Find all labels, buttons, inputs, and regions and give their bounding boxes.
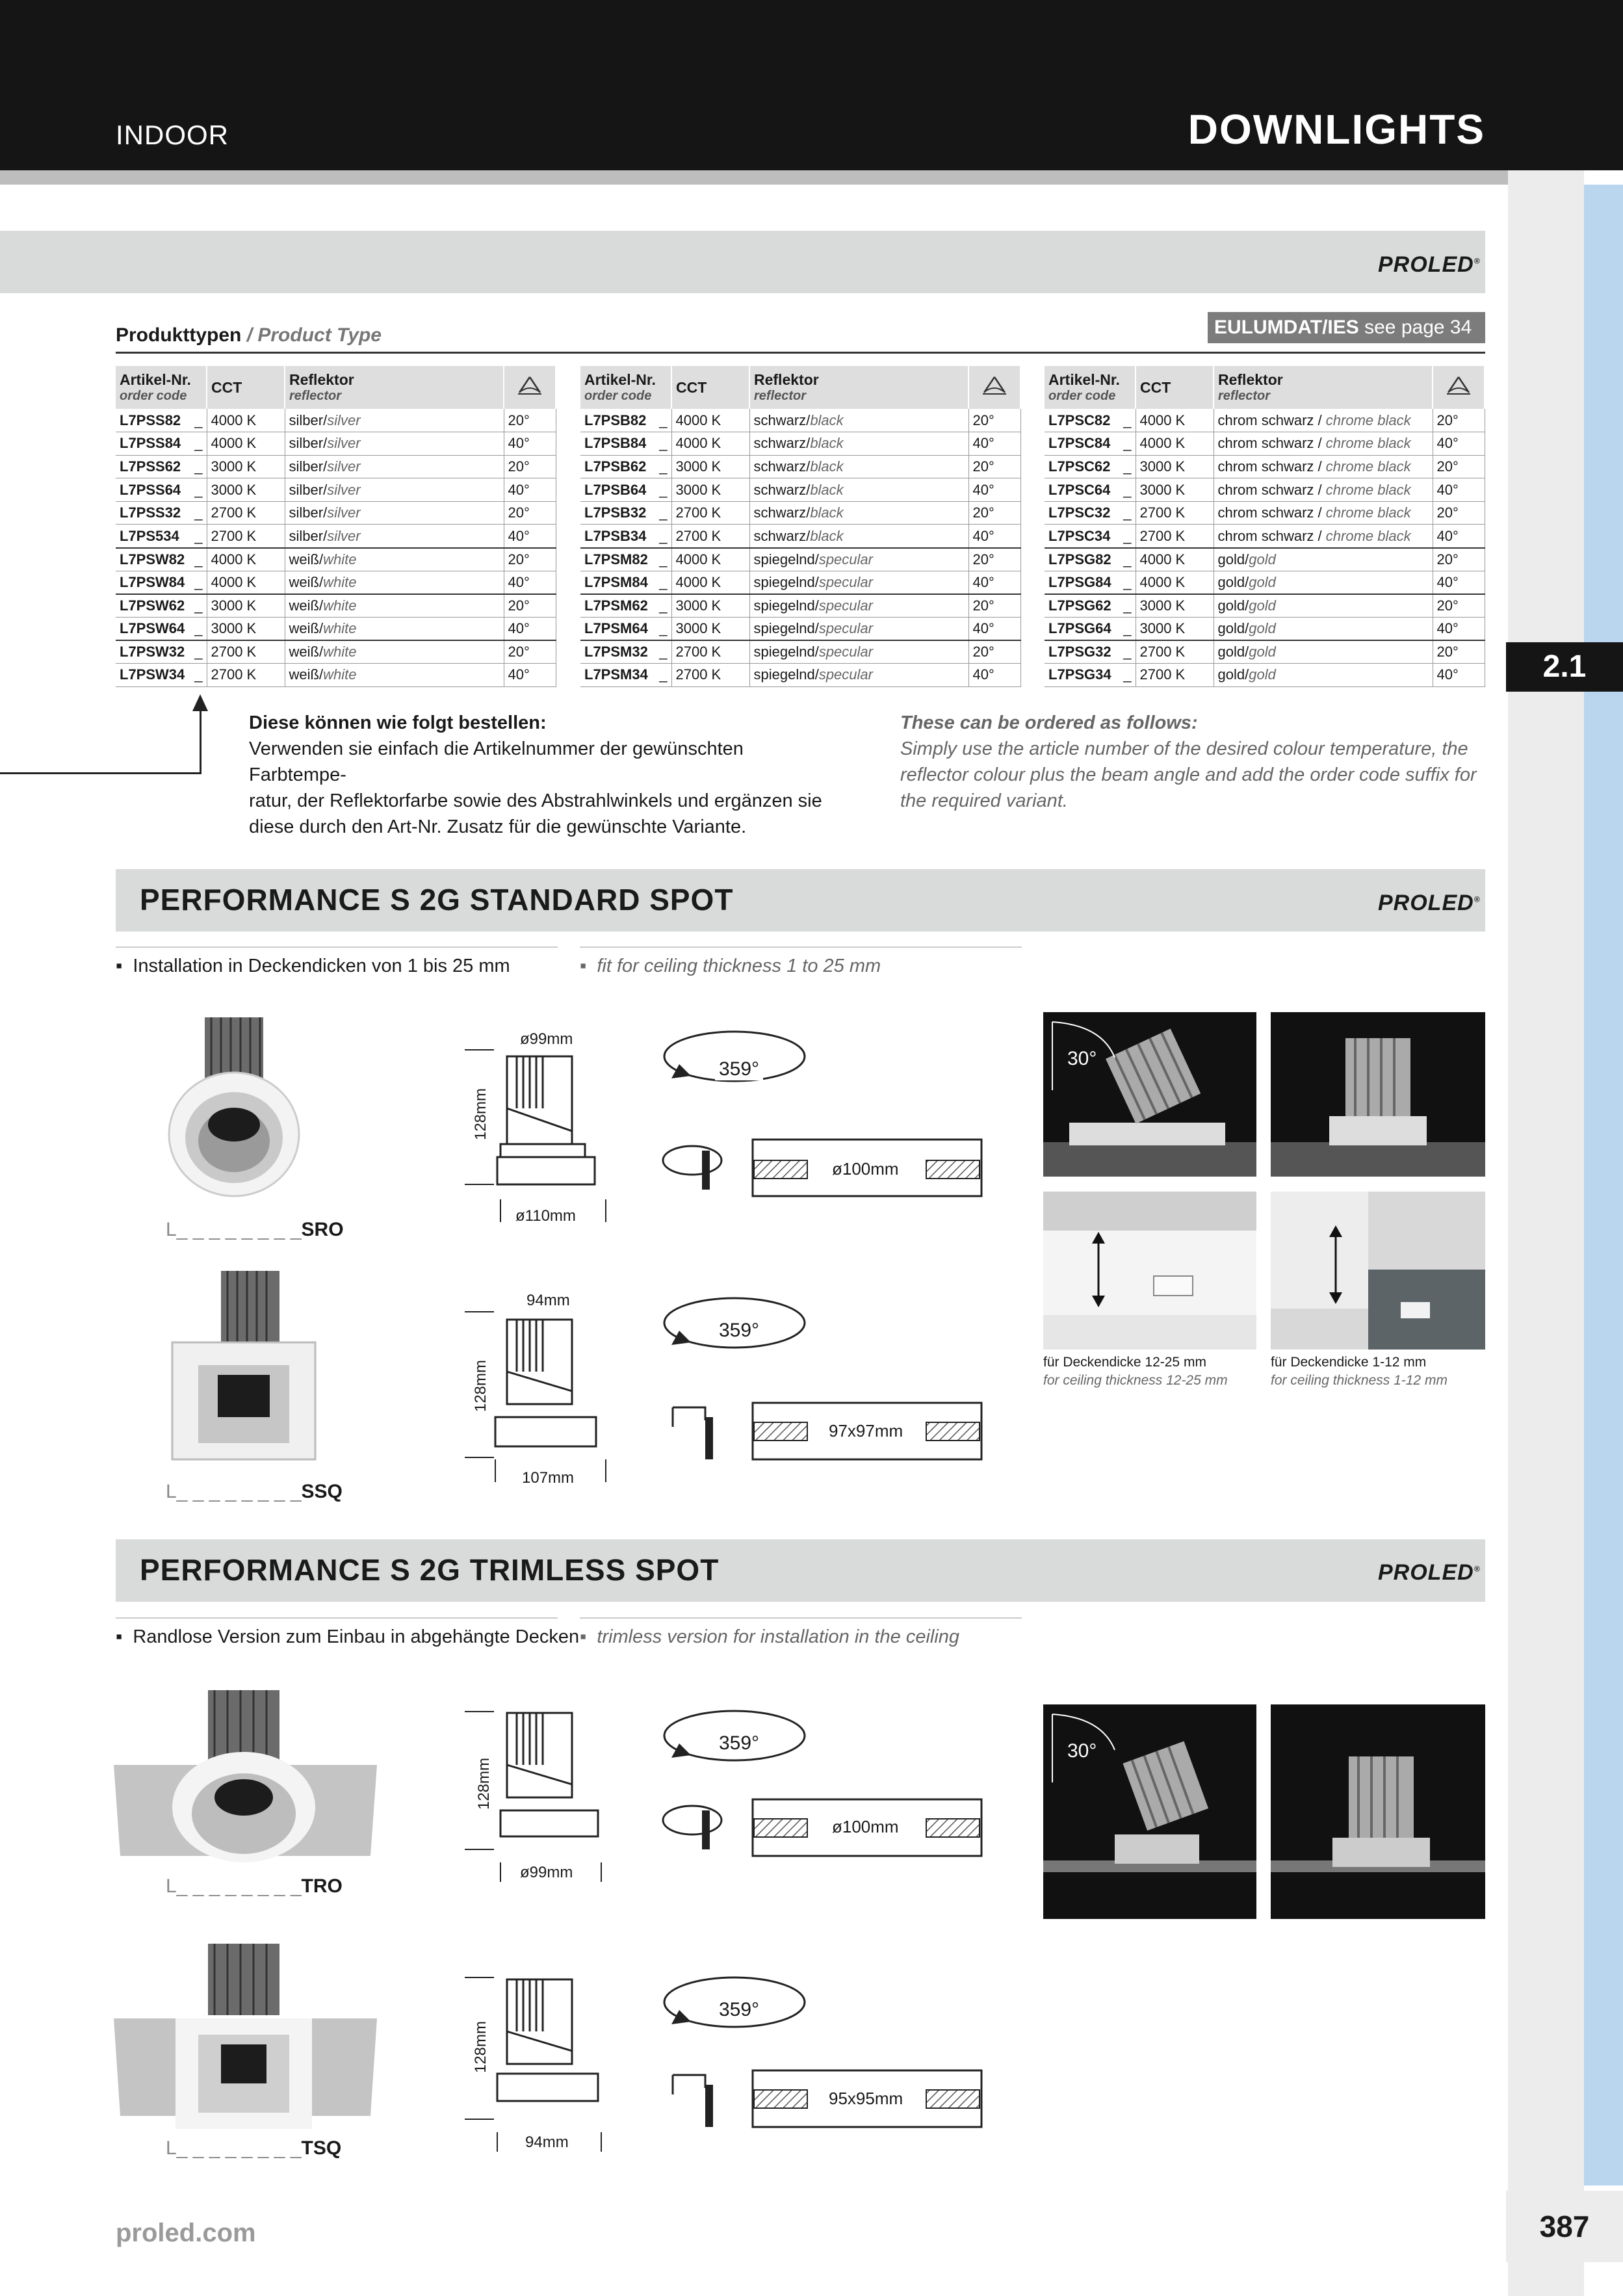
divider <box>116 1617 558 1619</box>
cell-reflector: schwarz/black <box>749 432 968 456</box>
cutout-label: 95x95mm <box>829 2089 903 2108</box>
table-row <box>116 617 556 640</box>
cell-reflector: gold/gold <box>1214 664 1433 687</box>
photo-straight-trimless <box>1271 1704 1485 1919</box>
photo-ceiling-thick <box>1043 1192 1256 1350</box>
cell-angle: 20° <box>968 594 1020 618</box>
cell-cct: 2700 K <box>671 664 749 687</box>
cell-angle: 20° <box>1433 455 1485 478</box>
dim-height: 128mm <box>472 1359 490 1413</box>
table-row <box>580 525 1020 548</box>
col-header-cct: CCT <box>671 366 749 409</box>
cell-code: L7PSW64 _ <box>116 617 207 640</box>
tilt-label: 30° <box>1067 1740 1097 1762</box>
cell-cct: 4000 K <box>207 571 285 594</box>
beam-angle-icon <box>981 374 1007 397</box>
cell-cct: 2700 K <box>1136 664 1214 687</box>
cell-cct: 3000 K <box>1136 617 1214 640</box>
table-row <box>580 455 1020 478</box>
footer-website[interactable]: proled.com <box>116 2219 256 2247</box>
cell-reflector: schwarz/black <box>749 478 968 502</box>
table-row <box>1045 594 1485 618</box>
table-row <box>1045 571 1485 594</box>
cell-code: L7PSS64 _ <box>116 478 207 502</box>
feature-bullet-en: ▪ fit for ceiling thickness 1 to 25 mm <box>580 956 881 976</box>
cell-code: L7PSW62 _ <box>116 594 207 618</box>
cell-angle: 40° <box>968 571 1020 594</box>
section-title-trimless: PERFORMANCE S 2G TRIMLESS SPOT <box>140 1553 720 1587</box>
section-title-standard: PERFORMANCE S 2G STANDARD SPOT <box>140 883 734 917</box>
cell-code: L7PSS84 _ <box>116 432 207 456</box>
rotation-label: 359° <box>715 1999 763 2021</box>
table-row <box>580 432 1020 456</box>
dim-bottom: ø110mm <box>515 1207 576 1225</box>
cell-code: L7PSM62 _ <box>580 594 671 618</box>
table-row <box>1045 617 1485 640</box>
table-row <box>580 594 1020 618</box>
cell-reflector: schwarz/black <box>749 501 968 525</box>
cell-reflector: weiß/white <box>285 640 504 664</box>
product-type-heading: Produkttypen / Product Type <box>116 324 382 346</box>
cell-cct: 2700 K <box>207 501 285 525</box>
variant-label-ssq: L_ _ _ _ _ _ _ _SSQ <box>166 1481 343 1502</box>
cutout-label: ø100mm <box>832 1159 899 1179</box>
dim-top: ø99mm <box>520 1030 573 1048</box>
cell-cct: 3000 K <box>671 594 749 618</box>
variant-label-sro: L_ _ _ _ _ _ _ _SRO <box>166 1219 344 1240</box>
cell-reflector: chrom schwarz / chrome black <box>1214 501 1433 525</box>
cell-cct: 4000 K <box>207 409 285 432</box>
table-row <box>580 640 1020 664</box>
cell-angle: 40° <box>1433 617 1485 640</box>
product-table-1 <box>116 366 556 687</box>
dim-bottom: ø99mm <box>520 1864 573 1881</box>
cell-cct: 3000 K <box>671 455 749 478</box>
cell-reflector: gold/gold <box>1214 571 1433 594</box>
table-row <box>580 478 1020 502</box>
table-row <box>116 640 556 664</box>
cell-angle: 20° <box>504 501 556 525</box>
table-row <box>1045 432 1485 456</box>
beam-angle-icon <box>1446 374 1472 397</box>
cell-reflector: gold/gold <box>1214 594 1433 618</box>
cell-reflector: silber/silver <box>285 478 504 502</box>
cell-code: L7PSG64 _ <box>1045 617 1136 640</box>
cell-cct: 4000 K <box>1136 571 1214 594</box>
cell-angle: 20° <box>968 501 1020 525</box>
table-row <box>116 455 556 478</box>
cell-cct: 2700 K <box>671 640 749 664</box>
col-header-code: Artikel-Nr. order code <box>580 366 671 409</box>
cell-code: L7PSC32 _ <box>1045 501 1136 525</box>
feature-bullet-de: ▪ Installation in Deckendicken von 1 bis 25 mm <box>116 956 510 976</box>
cell-code: L7PSG34 _ <box>1045 664 1136 687</box>
product-image-tsq <box>110 1940 383 2135</box>
table-row <box>116 594 556 618</box>
cell-reflector: spiegelnd/specular <box>749 640 968 664</box>
category-label: INDOOR <box>116 120 229 150</box>
cell-code: L7PSW84 _ <box>116 571 207 594</box>
cell-cct: 3000 K <box>671 478 749 502</box>
side-margin <box>1508 170 1584 2296</box>
cell-angle: 20° <box>968 548 1020 571</box>
cell-angle: 20° <box>968 640 1020 664</box>
table-row <box>580 548 1020 571</box>
brand-logo: PROLED® <box>1378 252 1481 277</box>
table-row <box>1045 409 1485 432</box>
cell-reflector: silber/silver <box>285 525 504 548</box>
cell-cct: 3000 K <box>207 617 285 640</box>
cell-reflector: schwarz/black <box>749 525 968 548</box>
cell-code: L7PSS32 _ <box>116 501 207 525</box>
feature-bullet-de: ▪ Randlose Version zum Einbau in abgehängte Decken <box>116 1626 580 1647</box>
divider <box>116 946 558 948</box>
order-info-en: These can be ordered as follows: Simply use the article number of the desired colour temperature, the reflector colour plus the beam angle and add the order code suffix for the required variant. <box>900 712 1477 811</box>
cell-angle: 40° <box>1433 478 1485 502</box>
col-header-angle <box>1433 366 1485 409</box>
product-image-ssq <box>166 1268 322 1463</box>
col-header-code: Artikel-Nr. order code <box>116 366 207 409</box>
table-row <box>1045 640 1485 664</box>
cell-reflector: chrom schwarz / chrome black <box>1214 455 1433 478</box>
brand-logo: PROLED® <box>1378 891 1481 915</box>
cell-cct: 4000 K <box>671 409 749 432</box>
cell-code: L7PSW32 _ <box>116 640 207 664</box>
table-row <box>580 617 1020 640</box>
cell-code: L7PSB32 _ <box>580 501 671 525</box>
cell-cct: 3000 K <box>207 478 285 502</box>
cell-angle: 20° <box>1433 548 1485 571</box>
beam-angle-icon <box>517 374 543 397</box>
rotation-label: 359° <box>715 1320 763 1342</box>
divider <box>580 1617 1022 1619</box>
cell-cct: 3000 K <box>1136 478 1214 502</box>
rotation-label: 359° <box>715 1058 763 1080</box>
table-row <box>1045 525 1485 548</box>
cell-cct: 2700 K <box>671 525 749 548</box>
product-image-sro <box>166 1011 302 1206</box>
cell-angle: 40° <box>504 478 556 502</box>
table-row <box>116 478 556 502</box>
cell-reflector: weiß/white <box>285 664 504 687</box>
photo-tilt-standard <box>1043 1012 1256 1177</box>
cell-cct: 2700 K <box>207 525 285 548</box>
cell-cct: 4000 K <box>671 548 749 571</box>
table-row <box>580 501 1020 525</box>
cell-code: L7PSG84 _ <box>1045 571 1136 594</box>
cell-code: L7PSG32 _ <box>1045 640 1136 664</box>
cell-reflector: gold/gold <box>1214 640 1433 664</box>
cell-angle: 40° <box>1433 664 1485 687</box>
brand-bar <box>0 231 1485 293</box>
cell-reflector: weiß/white <box>285 548 504 571</box>
page-title: DOWNLIGHTS <box>1188 106 1485 153</box>
cell-reflector: gold/gold <box>1214 548 1433 571</box>
dim-height: 128mm <box>472 1088 490 1141</box>
cell-code: L7PSM34 _ <box>580 664 671 687</box>
cell-code: L7PSW34 _ <box>116 664 207 687</box>
cutout-drawing <box>660 1398 985 1469</box>
cell-reflector: spiegelnd/specular <box>749 664 968 687</box>
cell-reflector: chrom schwarz / chrome black <box>1214 478 1433 502</box>
tilt-label: 30° <box>1067 1048 1097 1069</box>
feature-bullet-en: ▪ trimless version for installation in the ceiling <box>580 1626 960 1647</box>
table-row <box>580 409 1020 432</box>
caption-thin: für Deckendicke 1-12 mm for ceiling thickness 1-12 mm <box>1271 1355 1448 1388</box>
cell-reflector: chrom schwarz / chrome black <box>1214 409 1433 432</box>
cell-angle: 40° <box>1433 571 1485 594</box>
cell-code: L7PSB84 _ <box>580 432 671 456</box>
table-row <box>116 432 556 456</box>
table-row <box>116 409 556 432</box>
rotation-label: 359° <box>715 1732 763 1755</box>
cell-code: L7PSC34 _ <box>1045 525 1136 548</box>
table-row <box>1045 455 1485 478</box>
divider <box>116 352 1485 354</box>
cell-reflector: weiß/white <box>285 594 504 618</box>
cell-reflector: silber/silver <box>285 455 504 478</box>
cell-reflector: silber/silver <box>285 409 504 432</box>
table-row <box>1045 478 1485 502</box>
col-header-reflector: Reflektor reflector <box>285 366 504 409</box>
cell-cct: 3000 K <box>671 617 749 640</box>
table-row <box>1045 664 1485 687</box>
col-header-reflector: Reflektor reflector <box>1214 366 1433 409</box>
table-row <box>116 501 556 525</box>
cell-angle: 20° <box>504 455 556 478</box>
cell-code: L7PSG62 _ <box>1045 594 1136 618</box>
col-header-cct: CCT <box>1136 366 1214 409</box>
cell-cct: 2700 K <box>207 664 285 687</box>
cell-angle: 40° <box>968 478 1020 502</box>
cell-angle: 40° <box>968 432 1020 456</box>
cell-code: L7PSS62 _ <box>116 455 207 478</box>
cell-angle: 40° <box>1433 525 1485 548</box>
table-row <box>116 548 556 571</box>
cell-cct: 4000 K <box>1136 409 1214 432</box>
col-header-angle <box>504 366 556 409</box>
cutout-drawing <box>660 2065 985 2137</box>
cell-angle: 20° <box>1433 501 1485 525</box>
cell-reflector: spiegelnd/specular <box>749 594 968 618</box>
header-strip <box>0 170 1508 185</box>
col-header-reflector: Reflektor reflector <box>749 366 968 409</box>
cell-reflector: schwarz/black <box>749 455 968 478</box>
table-row <box>1045 501 1485 525</box>
cell-code: L7PSB64 _ <box>580 478 671 502</box>
photo-straight-standard <box>1271 1012 1485 1177</box>
cell-code: L7PSM32 _ <box>580 640 671 664</box>
cell-angle: 40° <box>504 617 556 640</box>
cell-code: L7PSC84 _ <box>1045 432 1136 456</box>
cell-angle: 40° <box>1433 432 1485 456</box>
brand-logo: PROLED® <box>1378 1560 1481 1585</box>
cell-reflector: chrom schwarz / chrome black <box>1214 432 1433 456</box>
cell-code: L7PSW82 _ <box>116 548 207 571</box>
table-row <box>580 664 1020 687</box>
eulumdat-link[interactable]: EULUMDAT/IES see page 34 <box>1208 312 1485 343</box>
col-header-cct: CCT <box>207 366 285 409</box>
cell-angle: 40° <box>968 525 1020 548</box>
variant-label-tro: L_ _ _ _ _ _ _ _TRO <box>166 1875 343 1897</box>
cell-angle: 40° <box>504 571 556 594</box>
cutout-label: 97x97mm <box>829 1421 903 1441</box>
cell-angle: 40° <box>968 664 1020 687</box>
cell-cct: 4000 K <box>207 548 285 571</box>
side-color-strip <box>1584 185 1623 2185</box>
table-row <box>580 571 1020 594</box>
cell-reflector: silber/silver <box>285 432 504 456</box>
cell-reflector: spiegelnd/specular <box>749 571 968 594</box>
cell-cct: 3000 K <box>1136 594 1214 618</box>
divider <box>580 946 1022 948</box>
dim-height: 128mm <box>472 2020 490 2074</box>
col-header-angle <box>968 366 1020 409</box>
cell-code: L7PSM82 _ <box>580 548 671 571</box>
table-row <box>116 664 556 687</box>
page-number: 387 <box>1506 2191 1623 2262</box>
cell-reflector: weiß/white <box>285 571 504 594</box>
cutout-drawing <box>660 1134 985 1199</box>
cell-angle: 40° <box>504 525 556 548</box>
cell-reflector: chrom schwarz / chrome black <box>1214 525 1433 548</box>
cell-code: L7PS534 _ <box>116 525 207 548</box>
cell-angle: 20° <box>968 409 1020 432</box>
cell-code: L7PSS82 _ <box>116 409 207 432</box>
cell-cct: 2700 K <box>1136 501 1214 525</box>
cell-code: L7PSB34 _ <box>580 525 671 548</box>
cell-angle: 20° <box>1433 409 1485 432</box>
table-row <box>1045 548 1485 571</box>
order-info-de: Diese können wie folgt bestellen: Verwenden sie einfach die Artikelnummer der gewünschten Farbtempe- ratur, der Reflektorfarbe sowie des Abstrahlwinkels und ergänzen sie diese durch den Art-Nr. Zusatz für die gewünschte Variante. <box>249 712 822 837</box>
cell-cct: 4000 K <box>671 432 749 456</box>
cell-cct: 3000 K <box>207 455 285 478</box>
cell-code: L7PSM64 _ <box>580 617 671 640</box>
cell-cct: 2700 K <box>1136 640 1214 664</box>
cell-angle: 20° <box>1433 594 1485 618</box>
cell-code: L7PSB62 _ <box>580 455 671 478</box>
cell-cct: 4000 K <box>671 571 749 594</box>
cell-code: L7PSC82 _ <box>1045 409 1136 432</box>
product-table-3 <box>1045 366 1485 687</box>
cell-cct: 2700 K <box>1136 525 1214 548</box>
cell-angle: 20° <box>1433 640 1485 664</box>
dim-height: 128mm <box>475 1757 493 1810</box>
cell-cct: 2700 K <box>671 501 749 525</box>
cell-code: L7PSC62 _ <box>1045 455 1136 478</box>
col-header-code: Artikel-Nr. order code <box>1045 366 1136 409</box>
cell-cct: 2700 K <box>207 640 285 664</box>
cell-code: L7PSB82 _ <box>580 409 671 432</box>
order-arrow-line <box>0 772 201 774</box>
cell-cct: 4000 K <box>1136 432 1214 456</box>
cell-angle: 20° <box>504 594 556 618</box>
caption-thick: für Deckendicke 12-25 mm for ceiling thickness 12-25 mm <box>1043 1355 1228 1388</box>
cell-reflector: spiegelnd/specular <box>749 548 968 571</box>
cell-code: L7PSC64 _ <box>1045 478 1136 502</box>
table-row <box>116 525 556 548</box>
cell-angle: 20° <box>968 455 1020 478</box>
dim-bottom: 107mm <box>522 1469 575 1487</box>
cell-code: L7PSG82 _ <box>1045 548 1136 571</box>
cell-reflector: schwarz/black <box>749 409 968 432</box>
section-tab[interactable]: 2.1 <box>1506 642 1623 692</box>
cell-cct: 4000 K <box>207 432 285 456</box>
product-image-tro <box>110 1687 383 1875</box>
cell-angle: 40° <box>504 664 556 687</box>
cell-angle: 20° <box>504 548 556 571</box>
dim-bottom: 94mm <box>525 2133 569 2151</box>
cutout-label: ø100mm <box>832 1817 899 1836</box>
cell-reflector: silber/silver <box>285 501 504 525</box>
cell-cct: 3000 K <box>207 594 285 618</box>
product-table-2 <box>580 366 1021 687</box>
cell-reflector: spiegelnd/specular <box>749 617 968 640</box>
cell-angle: 20° <box>504 409 556 432</box>
cell-cct: 4000 K <box>1136 548 1214 571</box>
cell-reflector: gold/gold <box>1214 617 1433 640</box>
variant-label-tsq: L_ _ _ _ _ _ _ _TSQ <box>166 2137 342 2159</box>
cell-code: L7PSM84 _ <box>580 571 671 594</box>
arrow-up-icon <box>192 694 208 712</box>
cell-cct: 3000 K <box>1136 455 1214 478</box>
cell-angle: 40° <box>968 617 1020 640</box>
cell-reflector: weiß/white <box>285 617 504 640</box>
cutout-drawing <box>660 1794 985 1859</box>
dim-top: 94mm <box>526 1292 570 1309</box>
cell-angle: 20° <box>504 640 556 664</box>
cell-angle: 40° <box>504 432 556 456</box>
table-row <box>116 571 556 594</box>
photo-tilt-trimless <box>1043 1704 1256 1919</box>
photo-ceiling-thin <box>1271 1192 1485 1350</box>
